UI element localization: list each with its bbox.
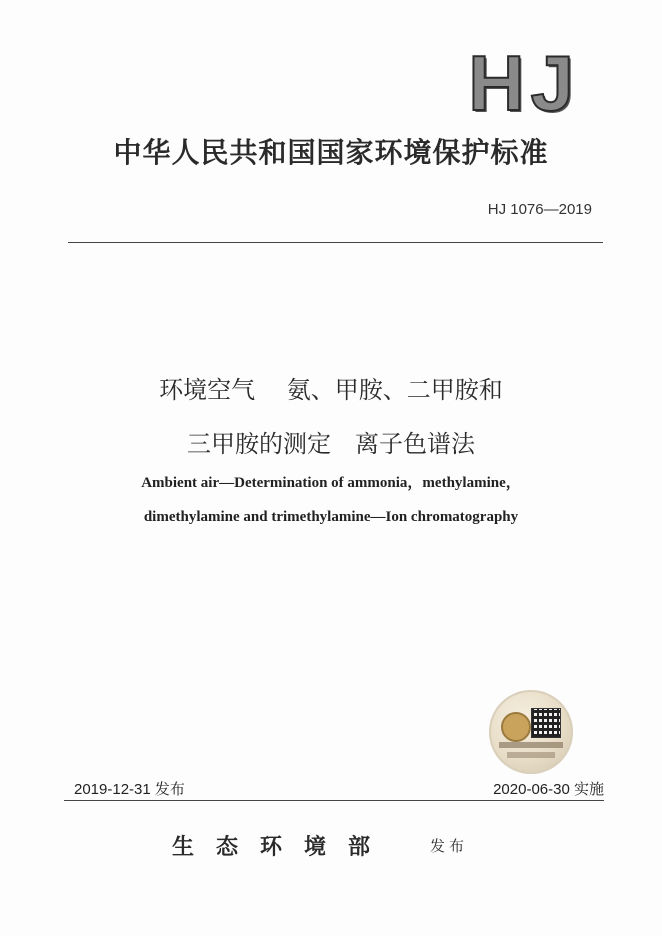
implementation-date: 2020-06-30 实施 xyxy=(493,781,604,798)
qr-code-icon xyxy=(531,708,561,738)
issue-date: 2019-12-31 发布 xyxy=(74,781,185,798)
seal-band xyxy=(499,742,563,748)
publisher-name: 生态环境部 xyxy=(172,834,393,860)
seal-band-2 xyxy=(507,752,555,758)
bottom-divider xyxy=(64,800,604,801)
title-en-line1: Ambient air—Determination of ammonia，methylamine， xyxy=(141,475,521,491)
standard-code: HJ 1076—2019 xyxy=(487,201,592,218)
title-cn-line2: 三甲胺的测定 离子色谱法 xyxy=(187,430,475,458)
hj-logo: HJ xyxy=(468,39,580,127)
top-divider xyxy=(68,242,603,243)
organization-title: 中华人民共和国国家环境保护标准 xyxy=(113,136,549,169)
title-cn-line1: 环境空气 氨、甲胺、二甲胺和 xyxy=(159,376,503,404)
title-en-line2: dimethylamine and trimethylamine—Ion chromatography xyxy=(143,509,519,525)
emblem-icon xyxy=(501,712,531,742)
anti-counterfeit-seal-icon xyxy=(489,690,573,774)
publish-label: 发布 xyxy=(430,837,469,855)
